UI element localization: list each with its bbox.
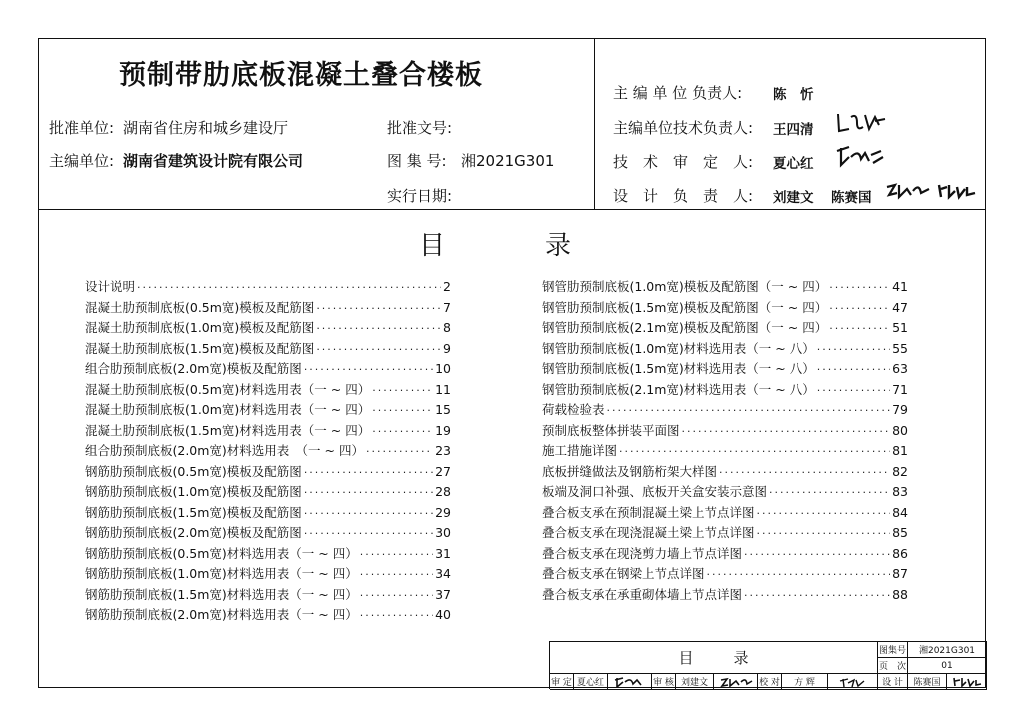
design-lead-name: 刘建文 [773, 190, 814, 206]
signature-image [885, 179, 933, 201]
page-value: 01 [908, 658, 987, 674]
review-signature [608, 674, 652, 690]
design-signature [947, 674, 987, 690]
design-name: 陈赛国 [908, 674, 947, 690]
proof-signature [828, 674, 878, 690]
toc-item[interactable]: 钢管肋预制底板(1.5m宽)材料选用表（一 ~ 八） ····· 63 [542, 359, 908, 380]
design-lead-label: 设 计 负 责 人: [613, 187, 754, 205]
toc-item[interactable]: 叠合板支承在钢梁上节点详图 ····· 87 [542, 564, 908, 585]
tech-head-label: 主编单位技术负责人: [613, 119, 754, 137]
toc-left-column [85, 277, 451, 626]
toc-item[interactable]: 钢管肋预制底板(2.1m宽)模板及配筋图（一 ~ 四） ····· 51 [542, 318, 908, 339]
toc-item[interactable]: 混凝土肋预制底板(0.5m宽)材料选用表（一 ~ 四） ····· 11 [85, 380, 451, 401]
review-label: 审 定 [550, 674, 574, 690]
header-divider-vertical [594, 39, 595, 209]
signature-image [835, 143, 887, 169]
check-label: 审 核 [652, 674, 676, 690]
toc-item[interactable]: 叠合板支承在现浇混凝土梁上节点详图 ····· 85 [542, 523, 908, 544]
toc-item[interactable]: 设计说明 ····· 2 [85, 277, 451, 298]
document-title: 预制带肋底板混凝土叠合楼板 [119, 60, 483, 91]
signature-image [937, 181, 977, 201]
toc-item[interactable]: 钢筋肋预制底板(2.0m宽)材料选用表（一 ~ 四） ····· 40 [85, 605, 451, 626]
toc-item[interactable]: 钢筋肋预制底板(1.5m宽)模板及配筋图 ····· 29 [85, 503, 451, 524]
toc-item[interactable]: 施工措施详图 ····· 81 [542, 441, 908, 462]
design-label: 设 计 [878, 674, 908, 690]
toc-item[interactable]: 钢筋肋预制底板(0.5m宽)模板及配筋图 ····· 27 [85, 462, 451, 483]
toc-item[interactable]: 混凝土肋预制底板(1.5m宽)材料选用表（一 ~ 四） ····· 19 [85, 421, 451, 442]
approval-doc-label: 批准文号: [387, 119, 453, 137]
chief-unit-head-label: 主 编 单 位 负责人: [613, 84, 743, 102]
review-name: 夏心红 [574, 674, 608, 690]
check-name: 刘建文 [676, 674, 714, 690]
toc-item[interactable]: 混凝土肋预制底板(1.0m宽)模板及配筋图 ····· 8 [85, 318, 451, 339]
toc-item[interactable]: 板端及洞口补强、底板开关盒安装示意图 ····· 83 [542, 482, 908, 503]
tech-head-name: 王四清 [773, 122, 814, 138]
editor-unit-value: 湖南省建筑设计院有限公司 [123, 152, 304, 170]
toc-item[interactable]: 叠合板支承在预制混凝土梁上节点详图 ····· 84 [542, 503, 908, 524]
design-lead-name-2: 陈赛国 [831, 190, 872, 206]
toc-item[interactable]: 组合肋预制底板(2.0m宽)模板及配筋图 ····· 10 [85, 359, 451, 380]
toc-item[interactable]: 组合肋预制底板(2.0m宽)材料选用表 （一 ~ 四） ····· 23 [85, 441, 451, 462]
toc-item[interactable]: 钢筋肋预制底板(1.5m宽)材料选用表（一 ~ 四） ····· 37 [85, 585, 451, 606]
toc-item[interactable]: 钢筋肋预制底板(2.0m宽)模板及配筋图 ····· 30 [85, 523, 451, 544]
title-block [549, 641, 987, 689]
atlas-no-value: 湘2021G301 [908, 642, 987, 658]
editor-unit-label: 主编单位: [49, 152, 115, 170]
toc-item[interactable]: 混凝土肋预制底板(1.0m宽)材料选用表（一 ~ 四） ····· 15 [85, 400, 451, 421]
toc-item[interactable]: 混凝土肋预制底板(0.5m宽)模板及配筋图 ····· 7 [85, 298, 451, 319]
proof-label: 校 对 [758, 674, 782, 690]
page-label: 页 次 [878, 658, 908, 674]
header-divider-horizontal [39, 209, 985, 210]
toc-item[interactable]: 钢管肋预制底板(1.0m宽)模板及配筋图（一 ~ 四） ····· 41 [542, 277, 908, 298]
approval-unit-value: 湖南省住房和城乡建设厅 [123, 119, 289, 137]
toc-right-column [542, 277, 908, 605]
check-signature [714, 674, 758, 690]
toc-item[interactable]: 钢管肋预制底板(1.0m宽)材料选用表（一 ~ 八） ····· 55 [542, 339, 908, 360]
technical-reviewer-label: 技 术 审 定 人: [613, 153, 754, 171]
toc-item[interactable]: 钢管肋预制底板(1.5m宽)模板及配筋图（一 ~ 四） ····· 47 [542, 298, 908, 319]
toc-heading: 目 录 [419, 231, 572, 261]
technical-reviewer-name: 夏心红 [773, 156, 814, 172]
title-block-title: 目 录 [550, 642, 878, 674]
atlas-no-label: 图集号 [878, 642, 908, 658]
atlas-no-label: 图 集 号: [387, 152, 447, 170]
atlas-no-value: 湘2021G301 [461, 152, 555, 170]
toc-item[interactable]: 预制底板整体拼装平面图 ····· 80 [542, 421, 908, 442]
toc-item[interactable]: 底板拼缝做法及钢筋桁架大样图 ····· 82 [542, 462, 908, 483]
proof-name: 方 辉 [782, 674, 828, 690]
signature-image [835, 109, 887, 135]
toc-item[interactable]: 钢管肋预制底板(2.1m宽)材料选用表（一 ~ 八） ····· 71 [542, 380, 908, 401]
toc-item[interactable]: 叠合板支承在承重砌体墙上节点详图 ····· 88 [542, 585, 908, 606]
toc-item[interactable]: 钢筋肋预制底板(1.0m宽)模板及配筋图 ····· 28 [85, 482, 451, 503]
toc-item[interactable]: 荷载检验表 ····· 79 [542, 400, 908, 421]
approval-unit-label: 批准单位: [49, 119, 115, 137]
toc-item[interactable]: 钢筋肋预制底板(0.5m宽)材料选用表（一 ~ 四） ····· 31 [85, 544, 451, 565]
chief-unit-head-name: 陈 忻 [773, 87, 814, 103]
toc-item[interactable]: 混凝土肋预制底板(1.5m宽)模板及配筋图 ····· 9 [85, 339, 451, 360]
drawing-frame [38, 38, 986, 688]
impl-date-label: 实行日期: [387, 187, 453, 205]
toc-item[interactable]: 钢筋肋预制底板(1.0m宽)材料选用表（一 ~ 四） ····· 34 [85, 564, 451, 585]
toc-item[interactable]: 叠合板支承在现浇剪力墙上节点详图 ····· 86 [542, 544, 908, 565]
